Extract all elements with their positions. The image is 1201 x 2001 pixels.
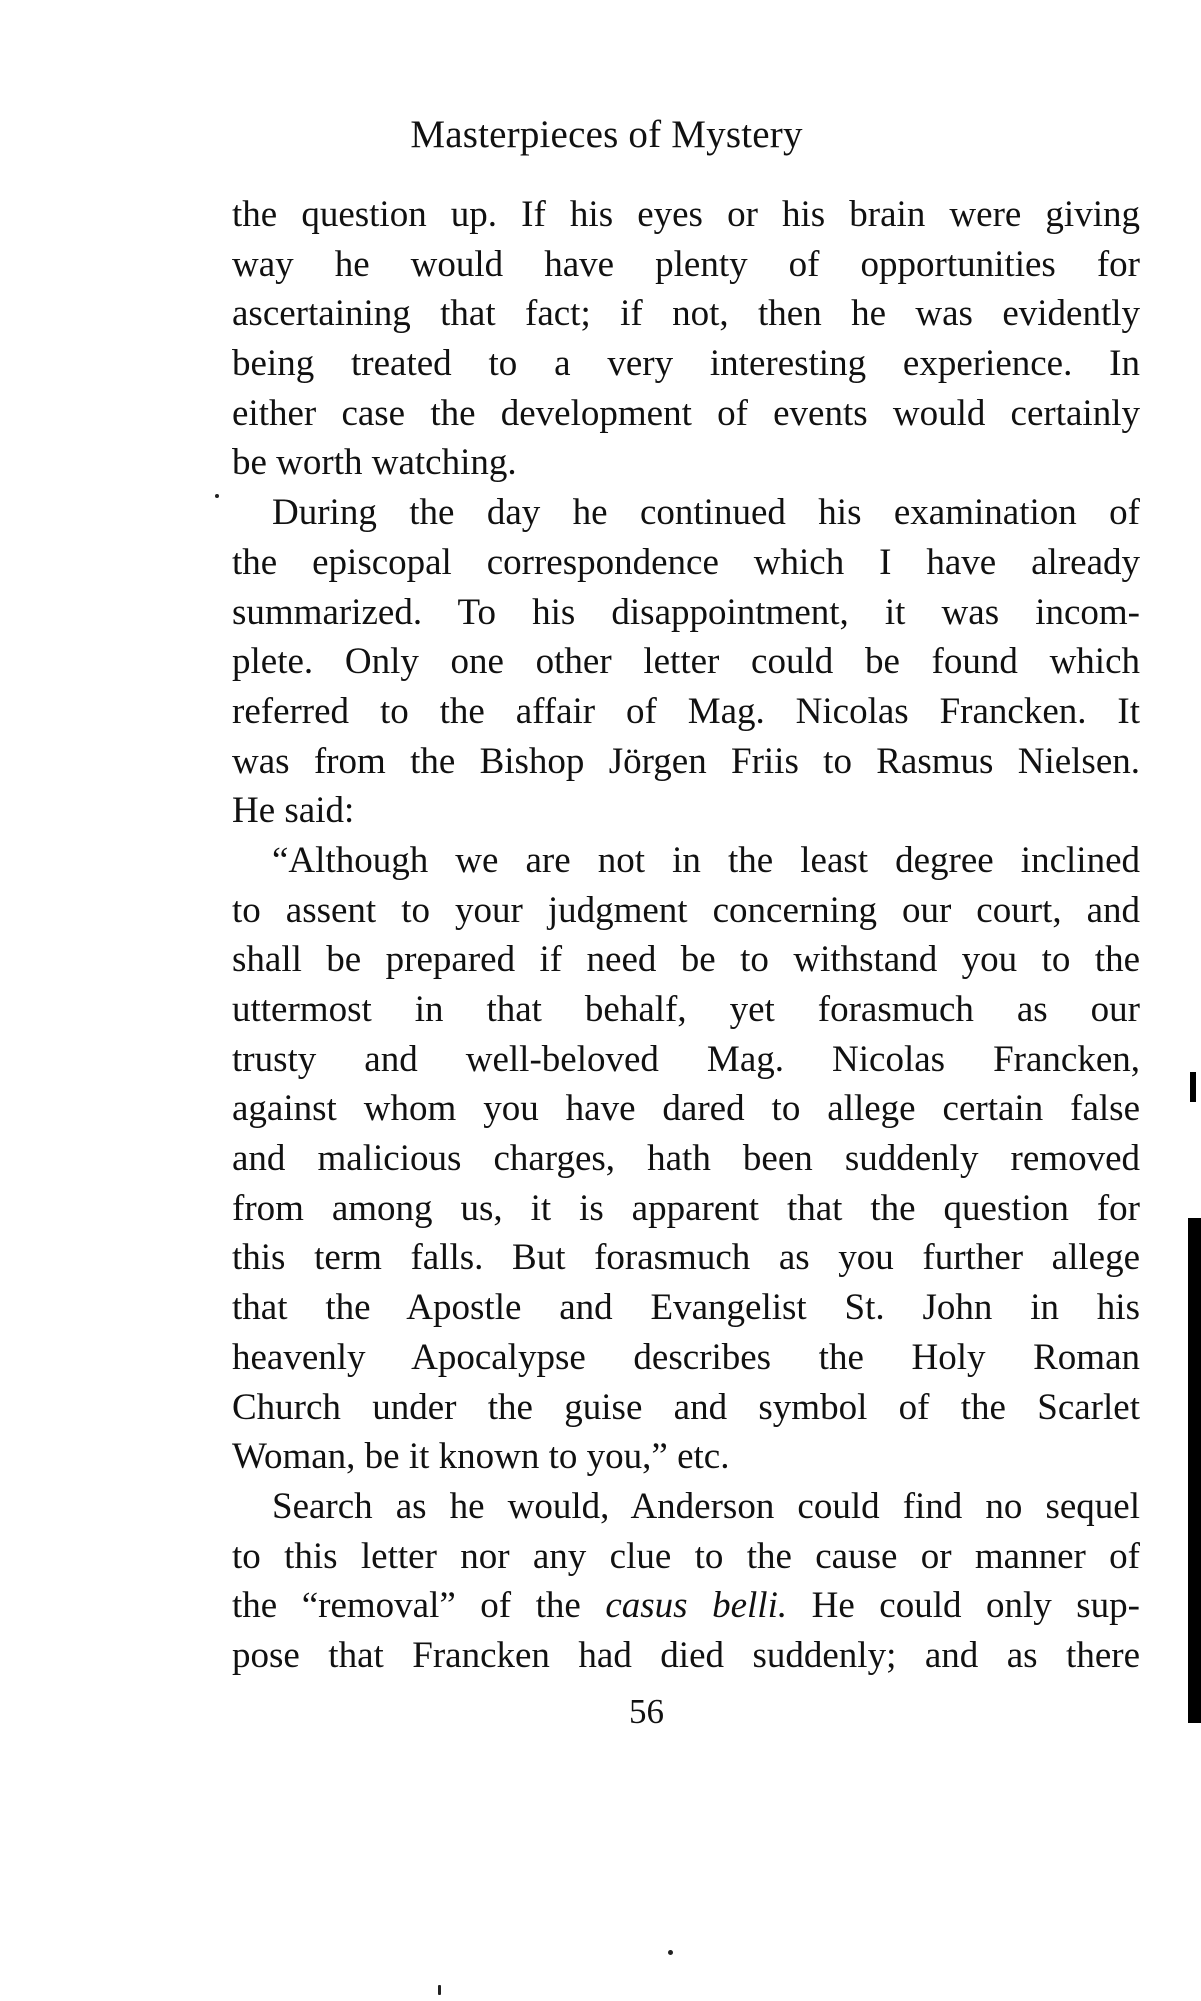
scan-edge-mark: [1188, 1218, 1201, 1723]
text-line: plete. Only one other letter could be found which: [232, 641, 1140, 683]
scan-edge-mark: [1190, 1072, 1196, 1102]
text-line: Woman, be it known to you,” etc.: [232, 1436, 730, 1478]
text-line: and malicious charges, hath been suddenly removed: [232, 1138, 1140, 1180]
text-line: being treated to a very interesting experience. In: [232, 343, 1140, 385]
page-number: 56: [629, 1692, 664, 1731]
text-line: referred to the affair of Mag. Nicolas Francken. It: [232, 690, 1140, 732]
text-line: “Although we are not in the least degree inclined: [272, 839, 1140, 881]
text-line: the episcopal correspondence which I have already: [232, 541, 1140, 583]
text-fragment: He could only sup-: [811, 1585, 1141, 1627]
italic-phrase: casus belli.: [605, 1585, 788, 1627]
text-line: shall be prepared if need be to withstand you to the: [232, 939, 1140, 981]
text-fragment: the “removal” of the: [232, 1585, 581, 1627]
text-line: Search as he would, Anderson could find no sequel: [272, 1485, 1140, 1527]
text-line: that the Apostle and Evangelist St. John in his: [232, 1287, 1140, 1329]
text-line: against whom you have dared to allege certain false: [232, 1088, 1140, 1130]
text-line: He said:: [232, 790, 355, 832]
text-line: uttermost in that behalf, yet forasmuch as our: [232, 989, 1140, 1030]
scan-speck: [668, 1950, 673, 1955]
text-line: [232, 1581, 1140, 1631]
scan-speck: [438, 1985, 441, 1995]
text-line: from among us, it is apparent that the question for: [232, 1187, 1140, 1229]
text-line: heavenly Apocalypse describes the Holy Roman: [232, 1336, 1140, 1378]
text-line: the question up. If his eyes or his brain were giving: [232, 194, 1140, 235]
text-line: Church under the guise and symbol of the Scarlet: [232, 1386, 1140, 1428]
text-line: summarized. To his disappointment, it was incom-: [232, 591, 1140, 633]
text-line: way he would have plenty of opportunities for: [232, 243, 1140, 285]
text-line: During the day he continued his examination of: [272, 492, 1140, 534]
text-line: trusty and well-beloved Mag. Nicolas Francken,: [232, 1038, 1140, 1080]
body-text: [232, 190, 1140, 1681]
running-head: Masterpieces of Mystery: [410, 113, 803, 156]
text-line: ascertaining that fact; if not, then he was evidently: [232, 293, 1140, 335]
text-line: was from the Bishop Jörgen Friis to Rasmus Nielsen.: [232, 740, 1140, 782]
text-line: pose that Francken had died suddenly; and as there: [232, 1634, 1140, 1676]
text-line: either case the development of events would certainly: [232, 392, 1140, 434]
text-line: to this letter nor any clue to the cause or manner of: [232, 1535, 1140, 1577]
text-line: be worth watching.: [232, 442, 517, 484]
text-line: to assent to your judgment concerning our court, and: [232, 889, 1140, 931]
text-line: this term falls. But forasmuch as you further allege: [232, 1237, 1140, 1279]
scan-speck: [215, 494, 219, 498]
